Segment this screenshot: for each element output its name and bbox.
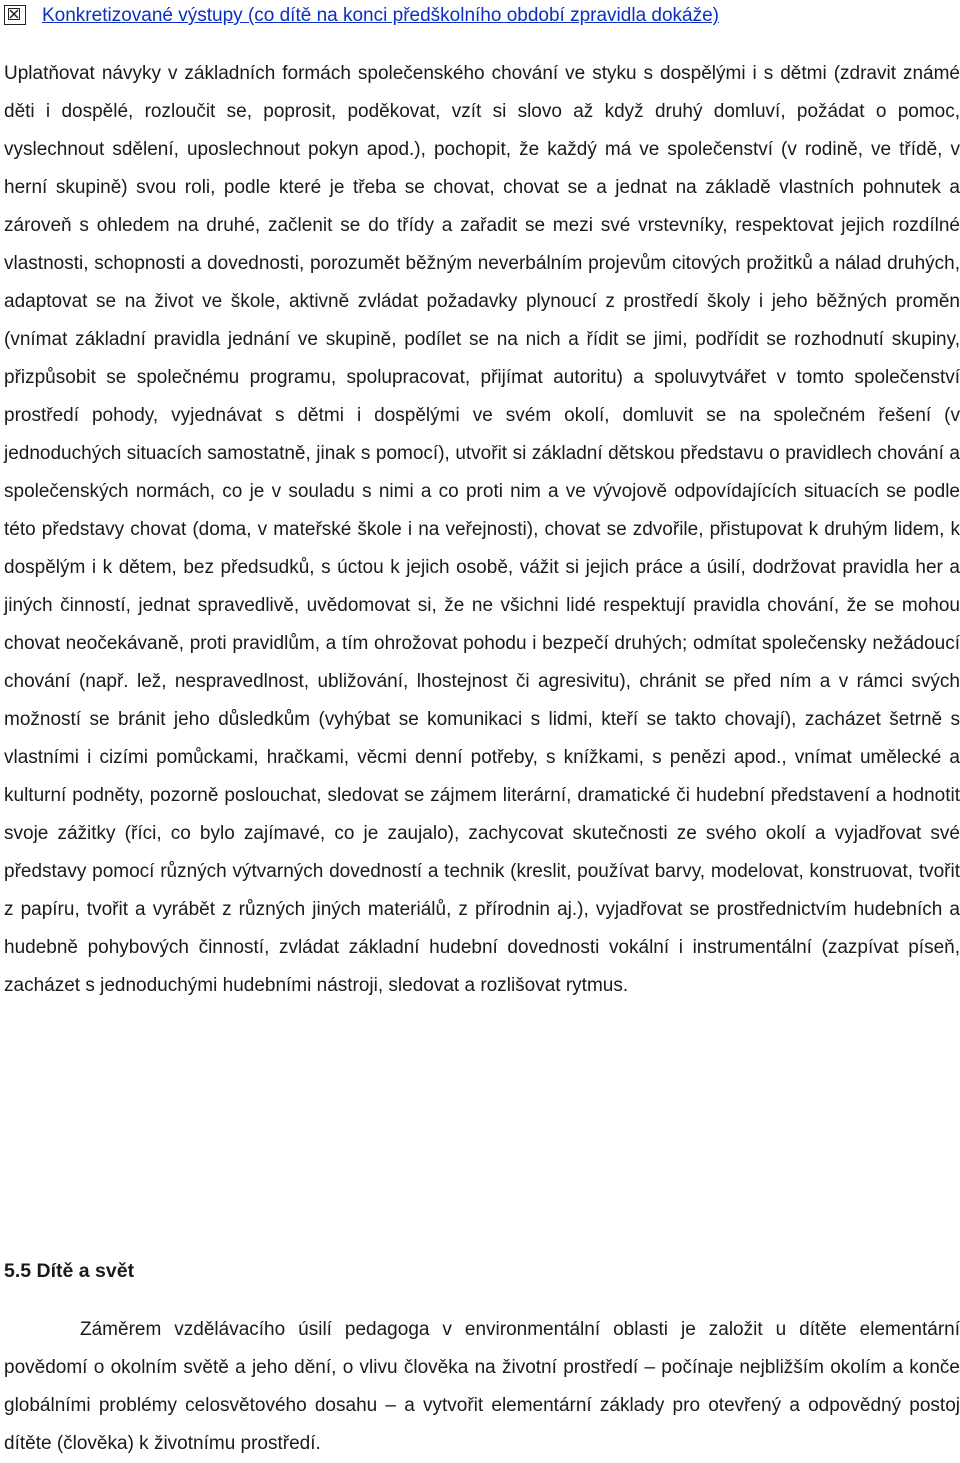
section-title: 5.5 Dítě a svět <box>4 1260 135 1282</box>
checkbox-x-icon <box>4 5 26 25</box>
outcomes-heading <box>42 3 719 29</box>
section-intro-paragraph: Záměrem vzdělávacího úsilí pedagoga v environmentální oblasti je založit u dítěte elementární povědomí o okolním světě a jeho dění, o vlivu člověka na životní prostředí – počínaje nejbližším okolím a konče globálními problémy celosvětového dosahu – a vytvořit elementární základy pro otevřený a odpovědný postoj dítěte (člověka) k životnímu prostředí. <box>4 1319 960 1454</box>
outcomes-paragraph: Uplatňovat návyky v základních formách společenského chování ve styku s dospělými i s dětmi (zdravit známé děti i dospělé, rozloučit se, poprosit, poděkovat, vzít si slovo až když druhý domluví, požádat o pomoc, vyslechnout sdělení, uposlechnout pokyn apod.), pochopit, že každý má ve společenství (v rodině, ve třídě, v herní skupině) svou roli, podle které je třeba se chovat, chovat se a jednat na základě vlastních pohnutek a zároveň s ohledem na druhé, začlenit se do třídy a zařadit se mezi své vrstevníky, respektovat jejich rozdílné vlastnosti, schopnosti a dovednosti, porozumět běžným neverbálním projevům citových prožitků a nálad druhých, adaptovat se na život ve škole, aktivně zvládat požadavky plynoucí z prostředí školy i jeho běžných proměn (vnímat základní pravidla jednání ve skupině, podílet se na nich a řídit se jimi, podřídit se rozhodnutí skupiny, přizpůsobit se společnému programu, spolupracovat, přijímat autoritu) a spoluvytvářet v tomto společenství prostředí pohody, vyjednávat s dětmi i dospělými ve svém okolí, domluvit se na společném řešení (v jednoduchých situacích samostatně, jinak s pomocí), utvořit si základní dětskou představu o pravidlech chování a společenských normách, co je v souladu s nimi a co proti nim a ve vývojově odpovídajících situacích se podle této představy chovat (doma, v mateřské škole i na veřejnosti), chovat se zdvořile, přistupovat k druhým lidem, k dospělým i k dětem, bez předsudků, s úctou k jejich osobě, vážit si jejich práce a úsilí, dodržovat pravidla her a jiných činností, jednat spravedlivě, uvědomovat si, že ne všichni lidé respektují pravidla chování, že se mohou chovat neočekávaně, proti pravidlům, a tím ohrožovat pohodu i bezpečí druhých; odmítat společensky nežádoucí chování (např. lež, nespravedlnost, ubližování, lhostejnost či agresivitu), chránit se před ním a v rámci svých možností se bránit jeho důsledkům (vyhýbat se komunikaci s lidmi, kteří se takto chovají), zacházet šetrně s vlastními i cizími pomůckami, hračkami, věcmi denní potřeby, s knížkami, s penězi apod., vnímat umělecké a kulturní podněty, pozorně poslouchat, sledovat se zájmem literární, dramatické či hudební představení a hodnotit svoje zážitky (říci, co bylo zajímavé, co je zaujalo), zachycovat skutečnosti ze svého okolí a vyjadřovat své představy pomocí různých výtvarných dovedností a technik (kreslit, používat barvy, modelovat, konstruovat, tvořit z papíru, tvořit a vyrábět z různých jiných materiálů, z přírodnin aj.), vyjadřovat se prostřednictvím hudebních a hudebně pohybových činností, zvládat základní hudební dovednosti vokální i instrumentální (zazpívat píseň, zacházet s jednoduchými hudebními nástroji, sledovat a rozlišovat rytmus. <box>4 63 960 996</box>
outcomes-heading-link[interactable]: Konkretizované výstupy (co dítě na konci předškolního období zpravidla dokáže) <box>42 5 720 26</box>
